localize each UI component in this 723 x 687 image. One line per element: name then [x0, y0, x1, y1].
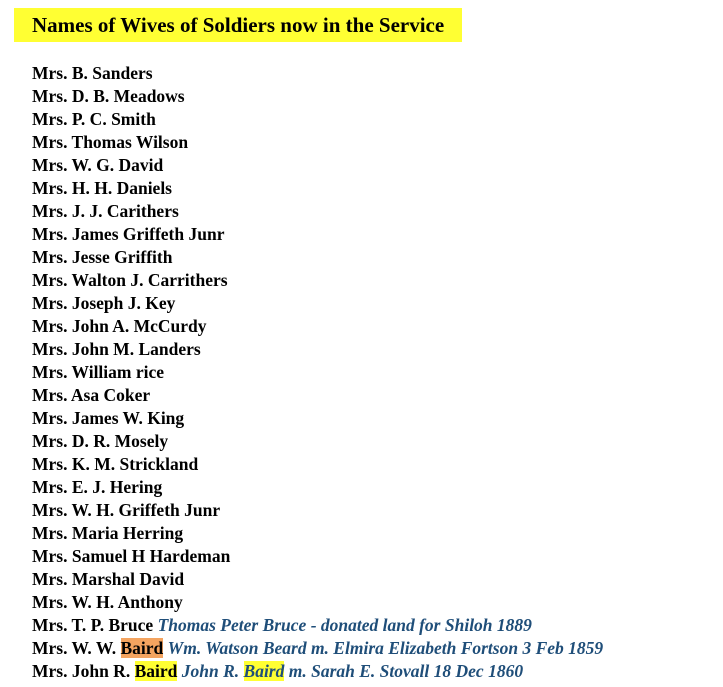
list-item: Mrs. Marshal David	[32, 569, 185, 589]
names-list	[32, 62, 603, 683]
list-item: Mrs. Joseph J. Key	[32, 293, 176, 313]
list-item: Mrs. D. R. Mosely	[32, 431, 169, 451]
list-item: Mrs. W. H. Griffeth Junr	[32, 500, 221, 520]
list-item: Mrs. H. H. Daniels	[32, 178, 172, 198]
ww-baird-note: Wm. Watson Beard m. Elmira Elizabeth Fortson 3 Feb 1859	[167, 638, 604, 658]
page-title: Names of Wives of Soldiers now in the Service	[14, 8, 462, 42]
list-item: Mrs. Samuel H Hardeman	[32, 546, 231, 566]
list-item: Mrs. E. J. Hering	[32, 477, 163, 497]
list-item-ww-baird	[32, 637, 603, 660]
list-item: Mrs. Maria Herring	[32, 523, 184, 543]
list-item: Mrs. P. C. Smith	[32, 109, 156, 129]
list-item: Mrs. John M. Landers	[32, 339, 201, 359]
list-item: Mrs. William rice	[32, 362, 165, 382]
john-baird-name-prefix: Mrs. John R.	[32, 661, 131, 681]
ww-baird-name-prefix: Mrs. W. W.	[32, 638, 117, 658]
list-item: Mrs. James Griffeth Junr	[32, 224, 225, 244]
john-baird-note-suffix: m. Sarah E. Stovall 18 Dec 1860	[288, 661, 524, 681]
list-item: Mrs. W. G. David	[32, 155, 164, 175]
john-baird-note	[182, 661, 523, 681]
john-baird-note-prefix: John R.	[181, 661, 240, 681]
list-item: Mrs. Jesse Griffith	[32, 247, 173, 267]
list-item: Mrs. D. B. Meadows	[32, 86, 185, 106]
ww-baird-highlight: Baird	[120, 638, 164, 658]
list-item: Mrs. James W. King	[32, 408, 185, 428]
list-item: Mrs. K. M. Strickland	[32, 454, 199, 474]
list-item: Mrs. John A. McCurdy	[32, 316, 207, 336]
list-item-bruce	[32, 614, 603, 637]
bruce-name: Mrs. T. P. Bruce	[32, 615, 154, 635]
list-item: Mrs. Walton J. Carrithers	[32, 270, 228, 290]
bruce-note: Thomas Peter Bruce - donated land for Shiloh 1889	[157, 615, 532, 635]
list-item: Mrs. W. H. Anthony	[32, 592, 183, 612]
john-baird-highlight: Baird	[134, 661, 178, 681]
list-item: Mrs. B. Sanders	[32, 63, 153, 83]
john-baird-note-highlight: Baird	[243, 661, 285, 681]
list-item: Mrs. Thomas Wilson	[32, 132, 189, 152]
list-item-john-baird	[32, 660, 603, 683]
list-item: Mrs. J. J. Carithers	[32, 201, 179, 221]
list-item: Mrs. Asa Coker	[32, 385, 151, 405]
